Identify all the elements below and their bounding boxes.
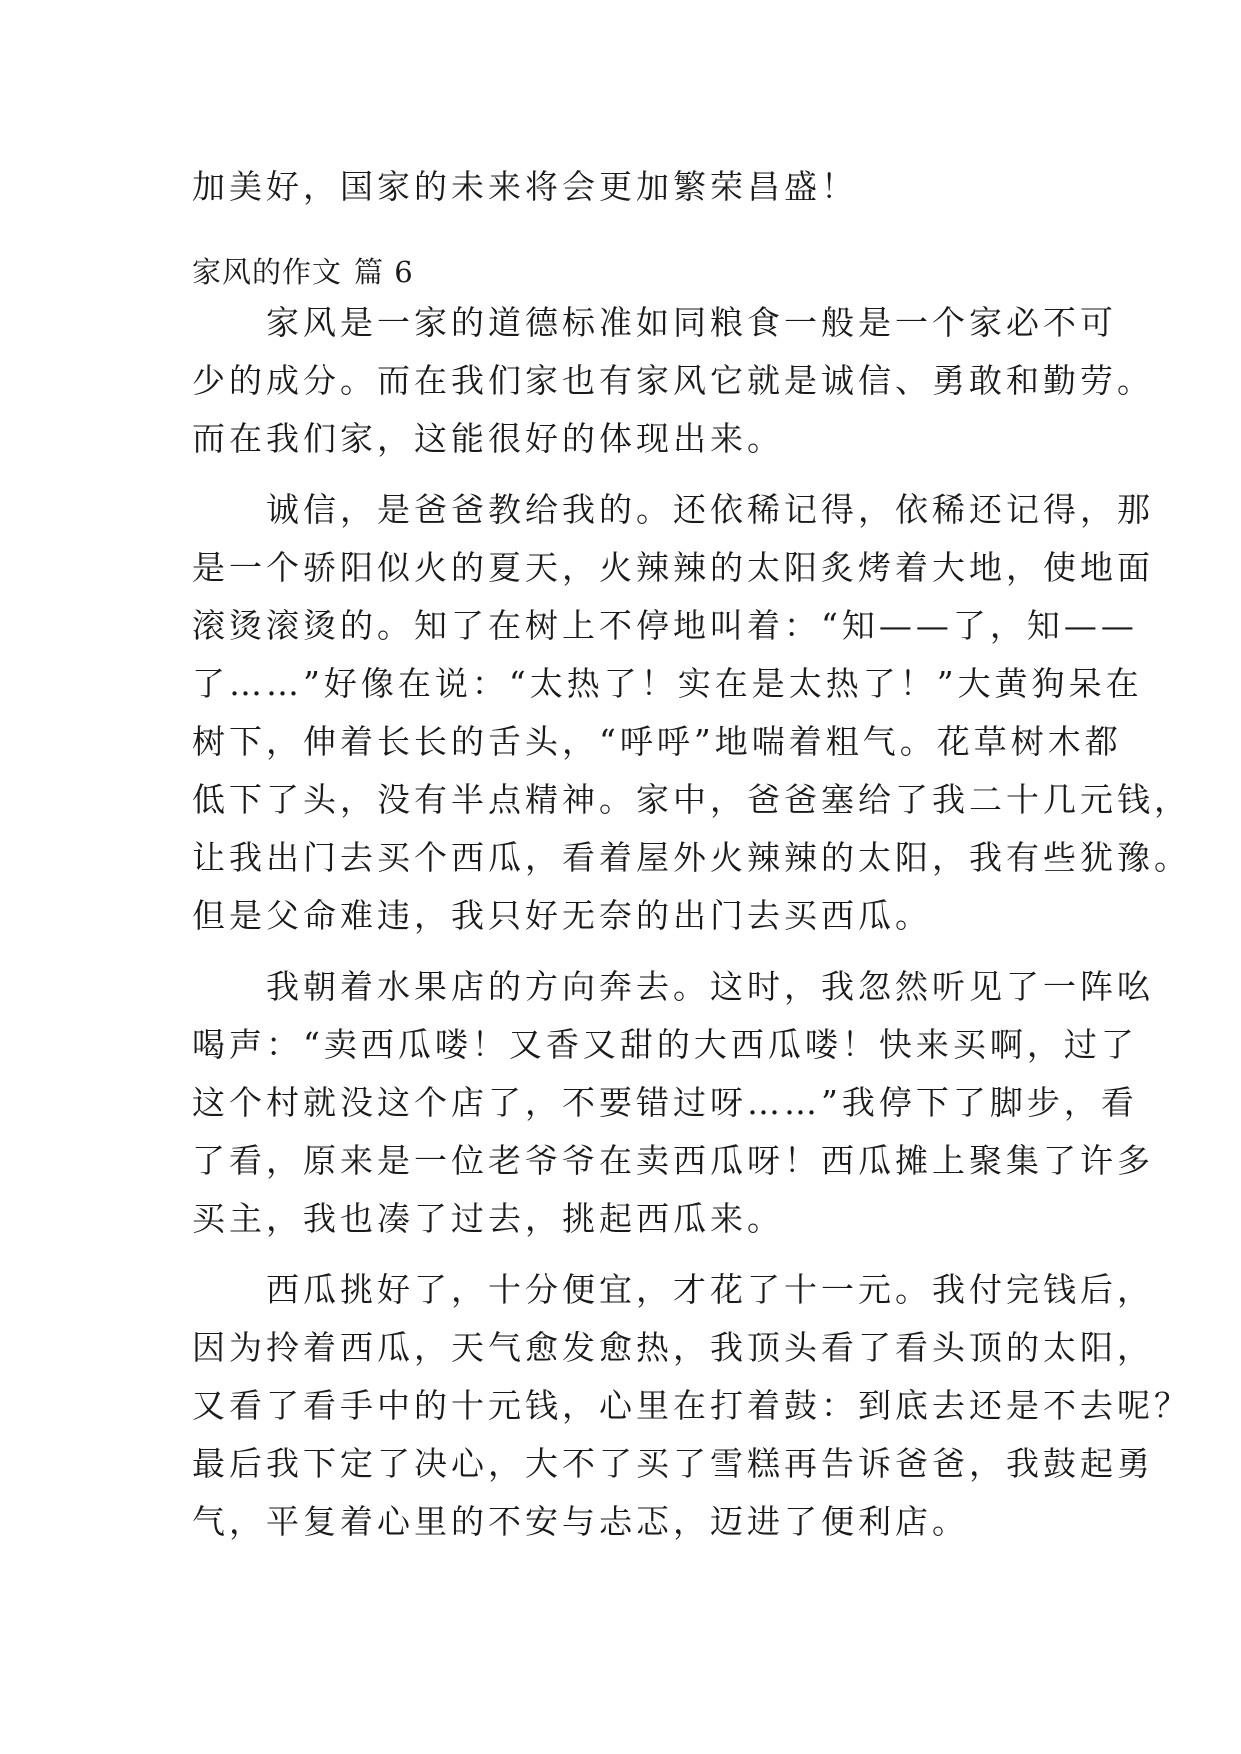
paragraph-1-line-1: 家风是一家的道德标准如同粮食一般是一个家必不可 (192, 303, 1117, 342)
paragraph-3-line-1: 我朝着水果店的方向奔去。这时，我忽然听见了一阵吆 (192, 967, 1154, 1006)
paragraph-2-line-3: 滚烫滚烫的。知了在树上不停地叫着：“知——了，知—— (192, 606, 1138, 645)
paragraph-1-line-3: 而在我们家，这能很好的体现出来。 (192, 419, 784, 458)
paragraph-4-line-2: 因为拎着西瓜，天气愈发愈热，我顶头看了看头顶的太阳， (192, 1328, 1154, 1367)
paragraph-2-line-1: 诚信，是爸爸教给我的。还依稀记得，依稀还记得，那 (192, 490, 1154, 529)
paragraph-3-line-4: 了看，原来是一位老爷爷在卖西瓜呀！西瓜摊上聚集了许多 (192, 1141, 1154, 1180)
heading-part: 篇 6 (354, 255, 414, 289)
heading-title: 家风的作文 (192, 255, 343, 289)
paragraph-2-line-2: 是一个骄阳似火的夏天，火辣辣的太阳炙烤着大地，使地面 (192, 548, 1154, 587)
paragraph-2-line-8: 但是父命难违，我只好无奈的出门去买西瓜。 (192, 896, 932, 935)
paragraph-1-line-2: 少的成分。而在我们家也有家风它就是诚信、勇敢和勤劳。 (192, 361, 1154, 400)
paragraph-2-line-6: 低下了头，没有半点精神。家中，爸爸塞给了我二十几元钱， (192, 780, 1191, 819)
paragraph-4-line-1: 西瓜挑好了，十分便宜，才花了十一元。我付完钱后， (192, 1270, 1154, 1309)
paragraph-4-line-3: 又看了看手中的十元钱，心里在打着鼓：到底去还是不去呢？ (192, 1386, 1191, 1425)
section-heading (192, 253, 414, 291)
paragraph-4-line-4: 最后我下定了决心，大不了买了雪糕再告诉爸爸，我鼓起勇 (192, 1444, 1154, 1483)
paragraph-3-line-5: 买主，我也凑了过去，挑起西瓜来。 (192, 1199, 784, 1238)
paragraph-2-line-5: 树下，伸着长长的舌头，“呼呼”地喘着粗气。花草树木都 (192, 722, 1122, 761)
paragraph-4-line-5: 气，平复着心里的不安与忐忑，迈进了便利店。 (192, 1502, 969, 1541)
continuation-line: 加美好，国家的未来将会更加繁荣昌盛！ (192, 167, 858, 206)
paragraph-2-line-4: 了……”好像在说：“太热了！实在是太热了！”大黄狗呆在 (192, 664, 1143, 703)
paragraph-3-line-3: 这个村就没这个店了，不要错过呀……”我停下了脚步，看 (192, 1083, 1138, 1122)
paragraph-2-line-7: 让我出门去买个西瓜，看着屋外火辣辣的太阳，我有些犹豫。 (192, 838, 1191, 877)
paragraph-3-line-2: 喝声：“卖西瓜喽！又香又甜的大西瓜喽！快来买啊，过了 (192, 1025, 1138, 1064)
